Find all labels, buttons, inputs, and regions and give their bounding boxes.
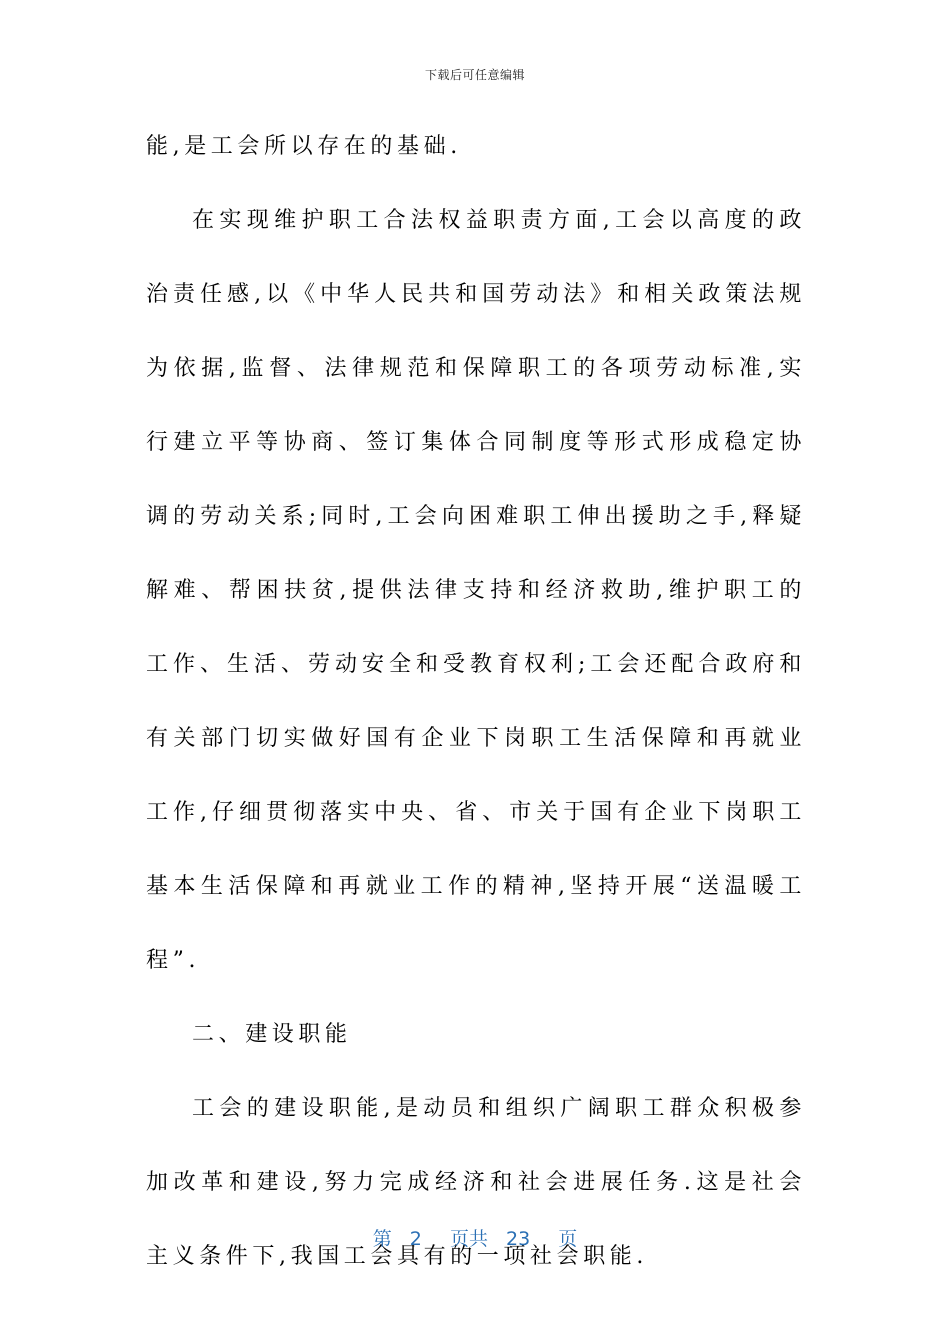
paragraph-construction-function: 工会的建设职能,是动员和组织广阔职工群众积极参加改革和建设,努力完成经济和社会进展任务.这是社会主义条件下,我国工会具有的一项社会职能. [146,1096,806,1269]
footer-suffix: 页 [558,1228,578,1250]
footer-prefix: 第 [372,1228,392,1250]
footer-current-page: 2 [409,1228,422,1250]
header-note: 下载后可任意编辑 [424,68,525,82]
document-body [146,110,806,1294]
footer-total-pages: 23 [506,1228,531,1250]
page-footer [0,1224,950,1251]
paragraph-continuation: 能,是工会所以存在的基础. [146,134,462,159]
section-heading-construction: 二、建设职能 [192,1022,352,1047]
paragraph-rights-protection: 在实现维护职工合法权益职责方面,工会以高度的政治责任感,以《中华人民共和国劳动法》和相关政策法规为依据,监督、法律规范和保障职工的各项劳动标准,实行建立平等协商、签订集体合同制度等形式形成稳定协调的劳动关系;同时,工会向困难职工伸出援助之手,释疑解难、帮困扶贫,提供法律支持和经济救助,维护职工的工作、生活、劳动安全和受教育权利;工会还配合政府和有关部门切实做好国有企业下岗职工生活保障和再就业工作,仔细贯彻落实中央、省、市关于国有企业下岗职工基本生活保障和再就业工作的精神,坚持开展“送温暖工程”. [146,208,806,973]
footer-middle: 页共 [449,1228,488,1250]
